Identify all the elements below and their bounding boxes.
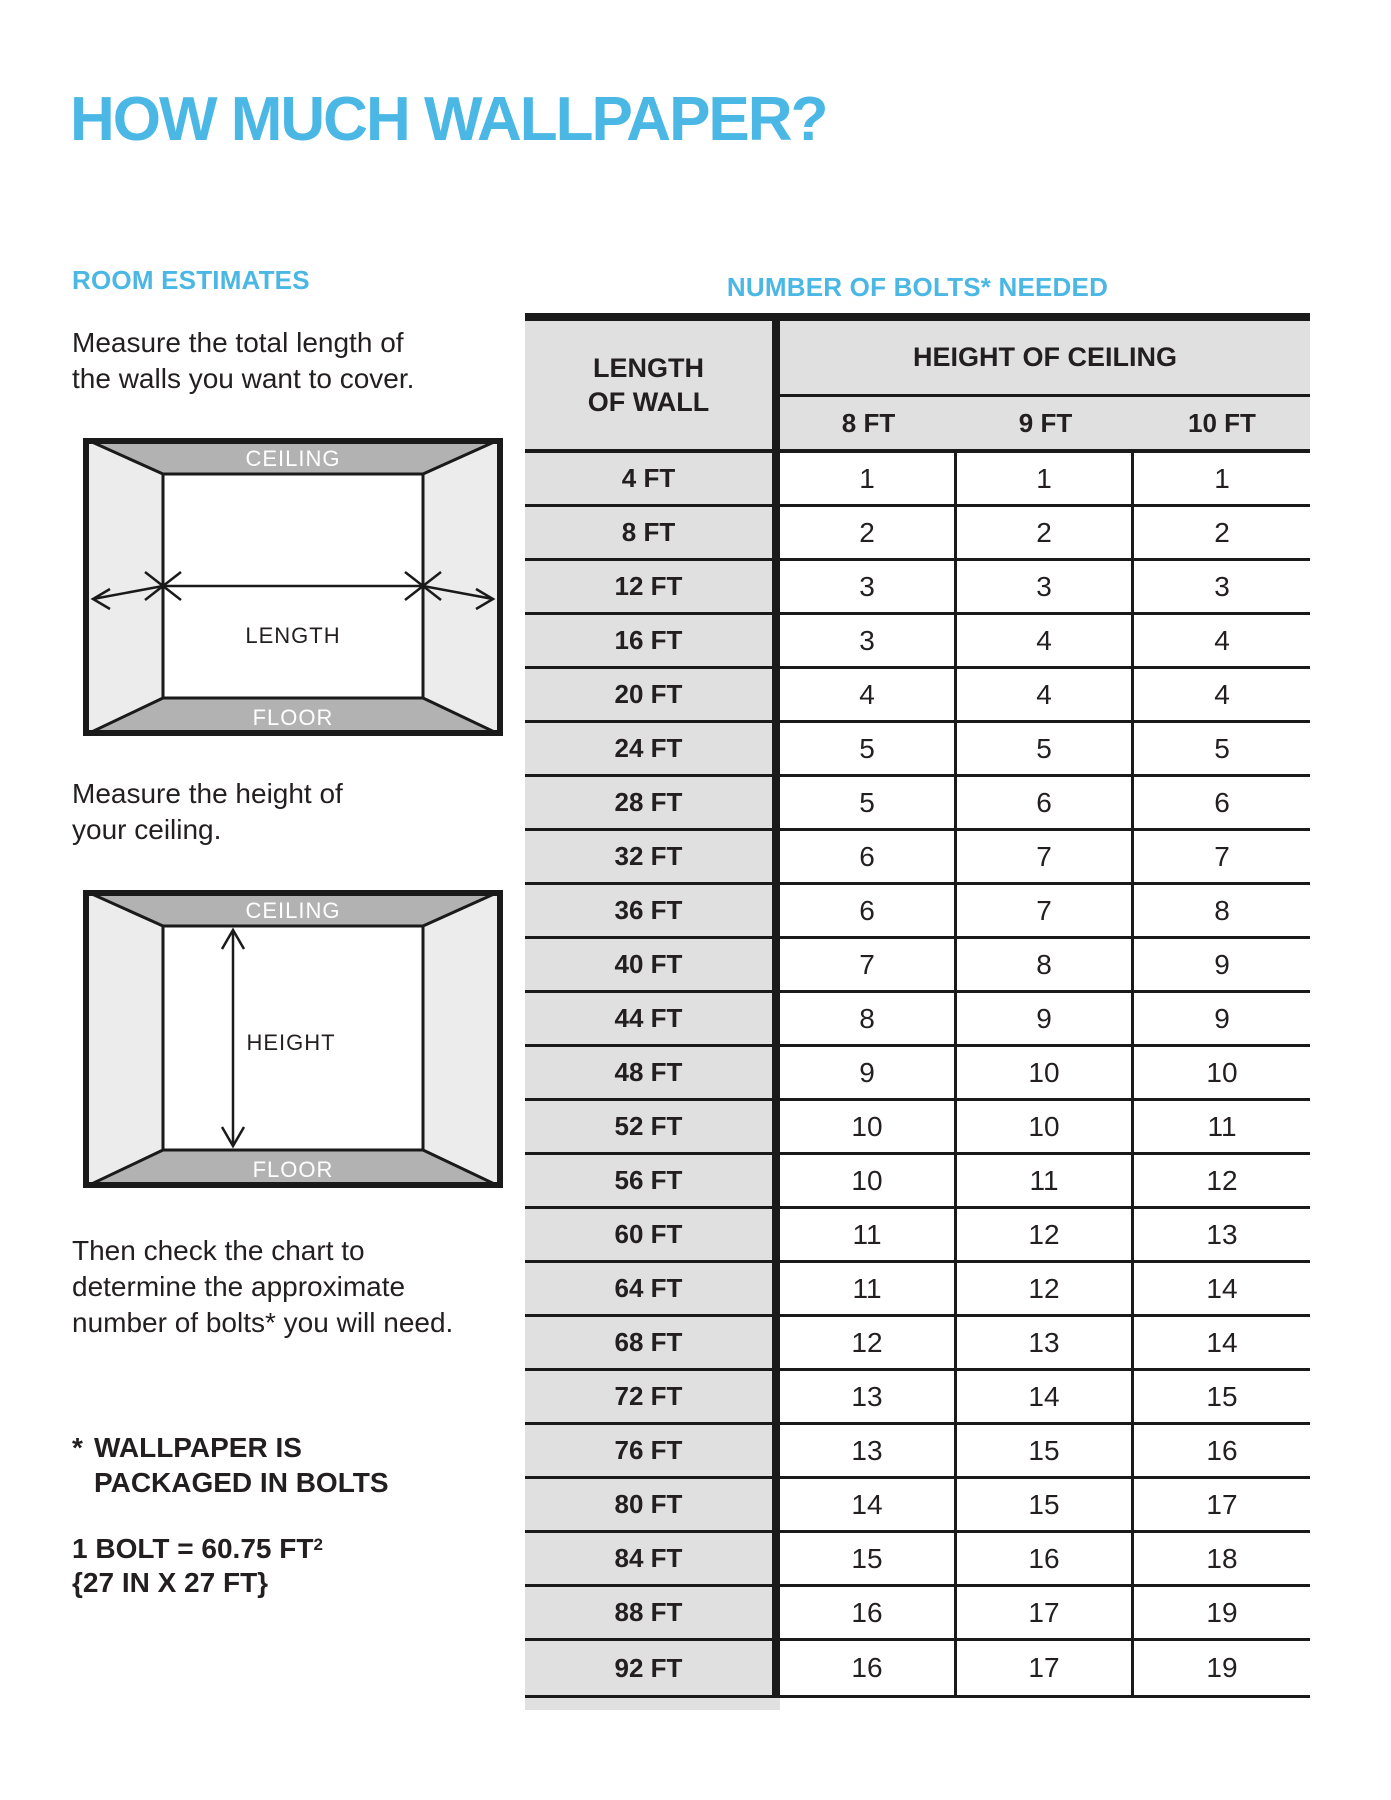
bolt-count-cell: 16 bbox=[1134, 1425, 1310, 1479]
bolt-count-cell: 14 bbox=[957, 1371, 1134, 1425]
bolt-count-cell: 8 bbox=[1134, 885, 1310, 939]
measure-length-text bbox=[72, 325, 414, 397]
ceiling-label: CEILING bbox=[245, 446, 341, 471]
text-line: Measure the total length of bbox=[72, 327, 404, 358]
bolt-count-cell: 7 bbox=[957, 831, 1134, 885]
bolt-count-cell: 11 bbox=[780, 1209, 957, 1263]
wall-length-cell: 92 FT bbox=[525, 1641, 780, 1695]
bolt-count-cell: 16 bbox=[780, 1587, 957, 1641]
bolt-count-cell: 3 bbox=[1134, 561, 1310, 615]
text-line: number of bolts* you will need. bbox=[72, 1307, 454, 1338]
bolt-count-cell: 9 bbox=[1134, 939, 1310, 993]
page-title: HOW MUCH WALLPAPER? bbox=[70, 85, 827, 154]
bolt-count-cell: 10 bbox=[780, 1155, 957, 1209]
header-line: LENGTH bbox=[593, 353, 704, 383]
bolt-count-cell: 12 bbox=[780, 1317, 957, 1371]
wall-length-cell: 88 FT bbox=[525, 1587, 780, 1641]
bolt-count-cell: 10 bbox=[1134, 1047, 1310, 1101]
bolt-count-cell: 11 bbox=[957, 1155, 1134, 1209]
bolt-count-cell: 3 bbox=[780, 615, 957, 669]
bolts-table bbox=[525, 313, 1310, 1698]
bolt-count-cell: 7 bbox=[1134, 831, 1310, 885]
bolt-count-cell: 10 bbox=[957, 1101, 1134, 1155]
bolt-count-cell: 2 bbox=[957, 507, 1134, 561]
bolt-count-cell: 13 bbox=[780, 1371, 957, 1425]
room-height-diagram bbox=[83, 890, 503, 1188]
bolt-equation-base: 1 BOLT = 60.75 FT bbox=[72, 1533, 314, 1564]
asterisk-marker: * bbox=[72, 1432, 83, 1463]
floor-label: FLOOR bbox=[252, 1157, 334, 1182]
bolt-count-cell: 3 bbox=[957, 561, 1134, 615]
text-line: Measure the height of bbox=[72, 778, 343, 809]
wall-length-cell: 80 FT bbox=[525, 1479, 780, 1533]
right-wall-surface bbox=[423, 890, 503, 1188]
bolt-count-cell: 9 bbox=[1134, 993, 1310, 1047]
bolt-count-cell: 1 bbox=[957, 453, 1134, 507]
bolt-count-cell: 15 bbox=[957, 1479, 1134, 1533]
column-header-8ft: 8 FT bbox=[780, 397, 957, 453]
bolt-count-cell: 6 bbox=[780, 885, 957, 939]
measure-height-text bbox=[72, 776, 343, 848]
ceiling-label: CEILING bbox=[245, 898, 341, 923]
bolts-footnote bbox=[72, 1430, 389, 1500]
column-header-9ft: 9 FT bbox=[957, 397, 1134, 453]
bolt-count-cell: 19 bbox=[1134, 1587, 1310, 1641]
wall-length-cell: 28 FT bbox=[525, 777, 780, 831]
bolt-count-cell: 18 bbox=[1134, 1533, 1310, 1587]
wall-length-cell: 24 FT bbox=[525, 723, 780, 777]
text-line: the walls you want to cover. bbox=[72, 363, 415, 394]
bolt-count-cell: 4 bbox=[1134, 615, 1310, 669]
bolt-equation-exponent: 2 bbox=[313, 1535, 323, 1554]
bolt-count-cell: 5 bbox=[780, 723, 957, 777]
wall-length-cell: 60 FT bbox=[525, 1209, 780, 1263]
bolt-count-cell: 17 bbox=[1134, 1479, 1310, 1533]
bolt-count-cell: 9 bbox=[957, 993, 1134, 1047]
bolt-count-cell: 13 bbox=[780, 1425, 957, 1479]
bolt-count-cell: 16 bbox=[780, 1641, 957, 1695]
text-line: PACKAGED IN BOLTS bbox=[94, 1467, 389, 1498]
footnote-lines bbox=[94, 1430, 389, 1500]
wall-length-cell: 4 FT bbox=[525, 453, 780, 507]
bolt-count-cell: 17 bbox=[957, 1641, 1134, 1695]
bolt-count-cell: 1 bbox=[780, 453, 957, 507]
bolt-count-cell: 12 bbox=[957, 1263, 1134, 1317]
bolt-count-cell: 4 bbox=[957, 669, 1134, 723]
bolt-count-cell: 5 bbox=[957, 723, 1134, 777]
wall-length-cell: 56 FT bbox=[525, 1155, 780, 1209]
bolt-count-cell: 5 bbox=[780, 777, 957, 831]
text-line: determine the approximate bbox=[72, 1271, 406, 1302]
floor-label: FLOOR bbox=[252, 705, 334, 730]
bolt-count-cell: 17 bbox=[957, 1587, 1134, 1641]
bolt-count-cell: 10 bbox=[780, 1101, 957, 1155]
height-label: HEIGHT bbox=[246, 1030, 336, 1055]
bolt-count-cell: 2 bbox=[1134, 507, 1310, 561]
wall-length-cell: 68 FT bbox=[525, 1317, 780, 1371]
length-of-wall-header bbox=[525, 321, 780, 453]
check-chart-text bbox=[72, 1233, 453, 1341]
wall-length-cell: 44 FT bbox=[525, 993, 780, 1047]
bolt-count-cell: 12 bbox=[957, 1209, 1134, 1263]
column-header-10ft: 10 FT bbox=[1134, 397, 1310, 453]
bolt-count-cell: 11 bbox=[780, 1263, 957, 1317]
header-line: OF WALL bbox=[587, 387, 710, 417]
wall-length-cell: 64 FT bbox=[525, 1263, 780, 1317]
bolt-count-cell: 15 bbox=[957, 1425, 1134, 1479]
bolt-count-cell: 1 bbox=[1134, 453, 1310, 507]
length-label: LENGTH bbox=[245, 623, 341, 648]
wall-length-cell: 40 FT bbox=[525, 939, 780, 993]
bolt-count-cell: 2 bbox=[780, 507, 957, 561]
bolt-count-cell: 3 bbox=[780, 561, 957, 615]
bolt-formula bbox=[72, 1528, 323, 1600]
bolt-count-cell: 10 bbox=[957, 1047, 1134, 1101]
bolt-count-cell: 19 bbox=[1134, 1641, 1310, 1695]
bolt-count-cell: 5 bbox=[1134, 723, 1310, 777]
bolts-needed-heading: NUMBER OF BOLTS* NEEDED bbox=[726, 272, 1109, 302]
bolt-count-cell: 6 bbox=[780, 831, 957, 885]
bolt-count-cell: 7 bbox=[780, 939, 957, 993]
height-of-ceiling-header: HEIGHT OF CEILING bbox=[780, 321, 1310, 397]
wall-length-cell: 12 FT bbox=[525, 561, 780, 615]
wall-length-cell: 84 FT bbox=[525, 1533, 780, 1587]
wall-length-cell: 48 FT bbox=[525, 1047, 780, 1101]
bolt-count-cell: 6 bbox=[957, 777, 1134, 831]
wall-length-cell: 16 FT bbox=[525, 615, 780, 669]
room-length-diagram bbox=[83, 438, 503, 736]
wall-length-cell: 32 FT bbox=[525, 831, 780, 885]
bolt-count-cell: 14 bbox=[780, 1479, 957, 1533]
text-line: your ceiling. bbox=[72, 814, 222, 845]
wall-length-cell: 76 FT bbox=[525, 1425, 780, 1479]
bolt-count-cell: 15 bbox=[780, 1533, 957, 1587]
left-wall-surface bbox=[83, 890, 163, 1188]
bolt-count-cell: 16 bbox=[957, 1533, 1134, 1587]
bolt-count-cell: 13 bbox=[957, 1317, 1134, 1371]
wall-length-cell: 52 FT bbox=[525, 1101, 780, 1155]
bolt-count-cell: 12 bbox=[1134, 1155, 1310, 1209]
wall-length-cell: 8 FT bbox=[525, 507, 780, 561]
bolt-count-cell: 14 bbox=[1134, 1317, 1310, 1371]
bolt-count-cell: 13 bbox=[1134, 1209, 1310, 1263]
bolt-equation bbox=[72, 1528, 323, 1566]
bolt-count-cell: 15 bbox=[1134, 1371, 1310, 1425]
bolt-count-cell: 4 bbox=[957, 615, 1134, 669]
bolt-count-cell: 7 bbox=[957, 885, 1134, 939]
bolt-count-cell: 6 bbox=[1134, 777, 1310, 831]
bolt-dimensions: {27 IN X 27 FT} bbox=[72, 1567, 269, 1598]
bolt-count-cell: 4 bbox=[1134, 669, 1310, 723]
wall-length-cell: 72 FT bbox=[525, 1371, 780, 1425]
room-estimates-heading: ROOM ESTIMATES bbox=[72, 265, 310, 295]
text-line: WALLPAPER IS bbox=[94, 1432, 302, 1463]
wall-length-cell: 20 FT bbox=[525, 669, 780, 723]
bolt-count-cell: 11 bbox=[1134, 1101, 1310, 1155]
text-line: Then check the chart to bbox=[72, 1235, 365, 1266]
bolt-count-cell: 9 bbox=[780, 1047, 957, 1101]
bolt-count-cell: 4 bbox=[780, 669, 957, 723]
bolt-count-cell: 8 bbox=[780, 993, 957, 1047]
table-cutoff-strip bbox=[525, 1698, 780, 1710]
wall-length-cell: 36 FT bbox=[525, 885, 780, 939]
bolt-count-cell: 8 bbox=[957, 939, 1134, 993]
bolt-count-cell: 14 bbox=[1134, 1263, 1310, 1317]
